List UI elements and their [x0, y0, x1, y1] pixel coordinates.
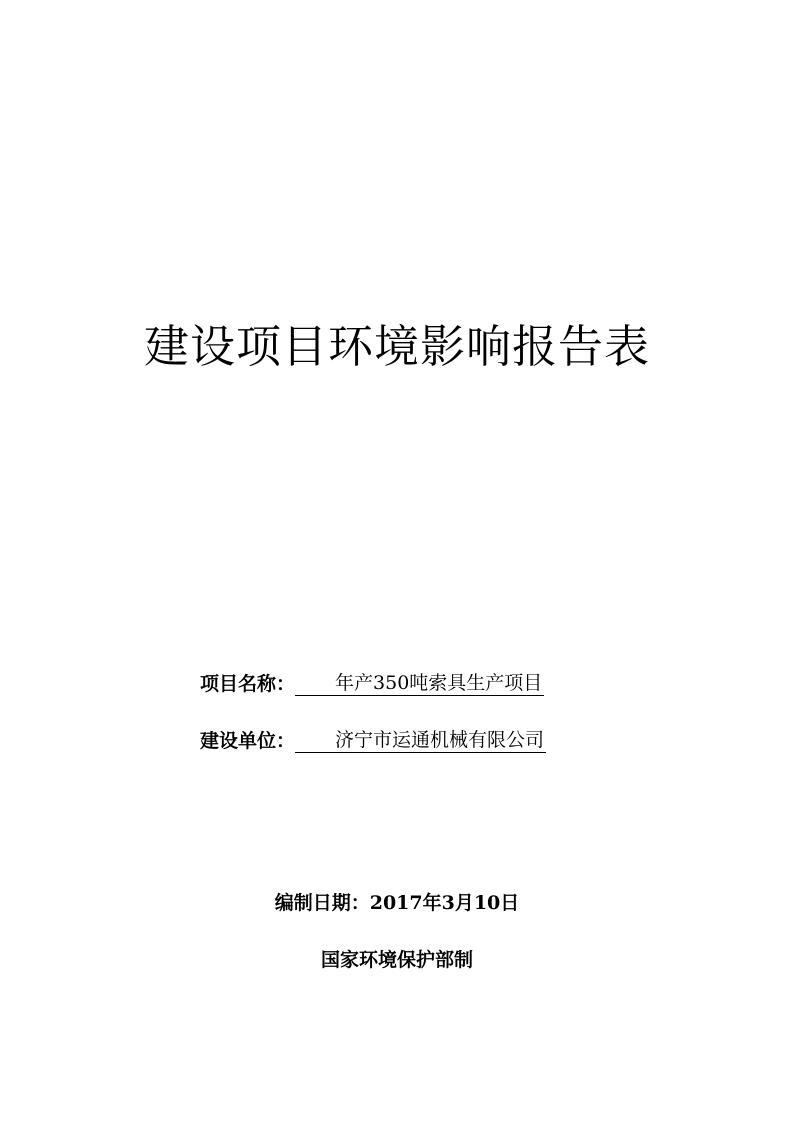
construction-unit-label: 建设单位：: [200, 730, 296, 752]
compile-date-label: 编制日期：: [274, 892, 370, 914]
compile-date-value: 2017年3月10日: [369, 892, 520, 914]
compile-date: [0, 888, 794, 915]
construction-unit-value: 济宁市运通机械有限公司: [295, 728, 546, 753]
construction-unit-row: [200, 725, 546, 753]
issuer-line: 国家环境保护部制: [320, 949, 473, 971]
project-name-label: 项目名称：: [200, 673, 296, 695]
project-name-row: [200, 668, 544, 696]
document-title: 建设项目环境影响报告表: [143, 320, 650, 373]
project-name-value: 年产350吨索具生产项目: [295, 671, 544, 696]
